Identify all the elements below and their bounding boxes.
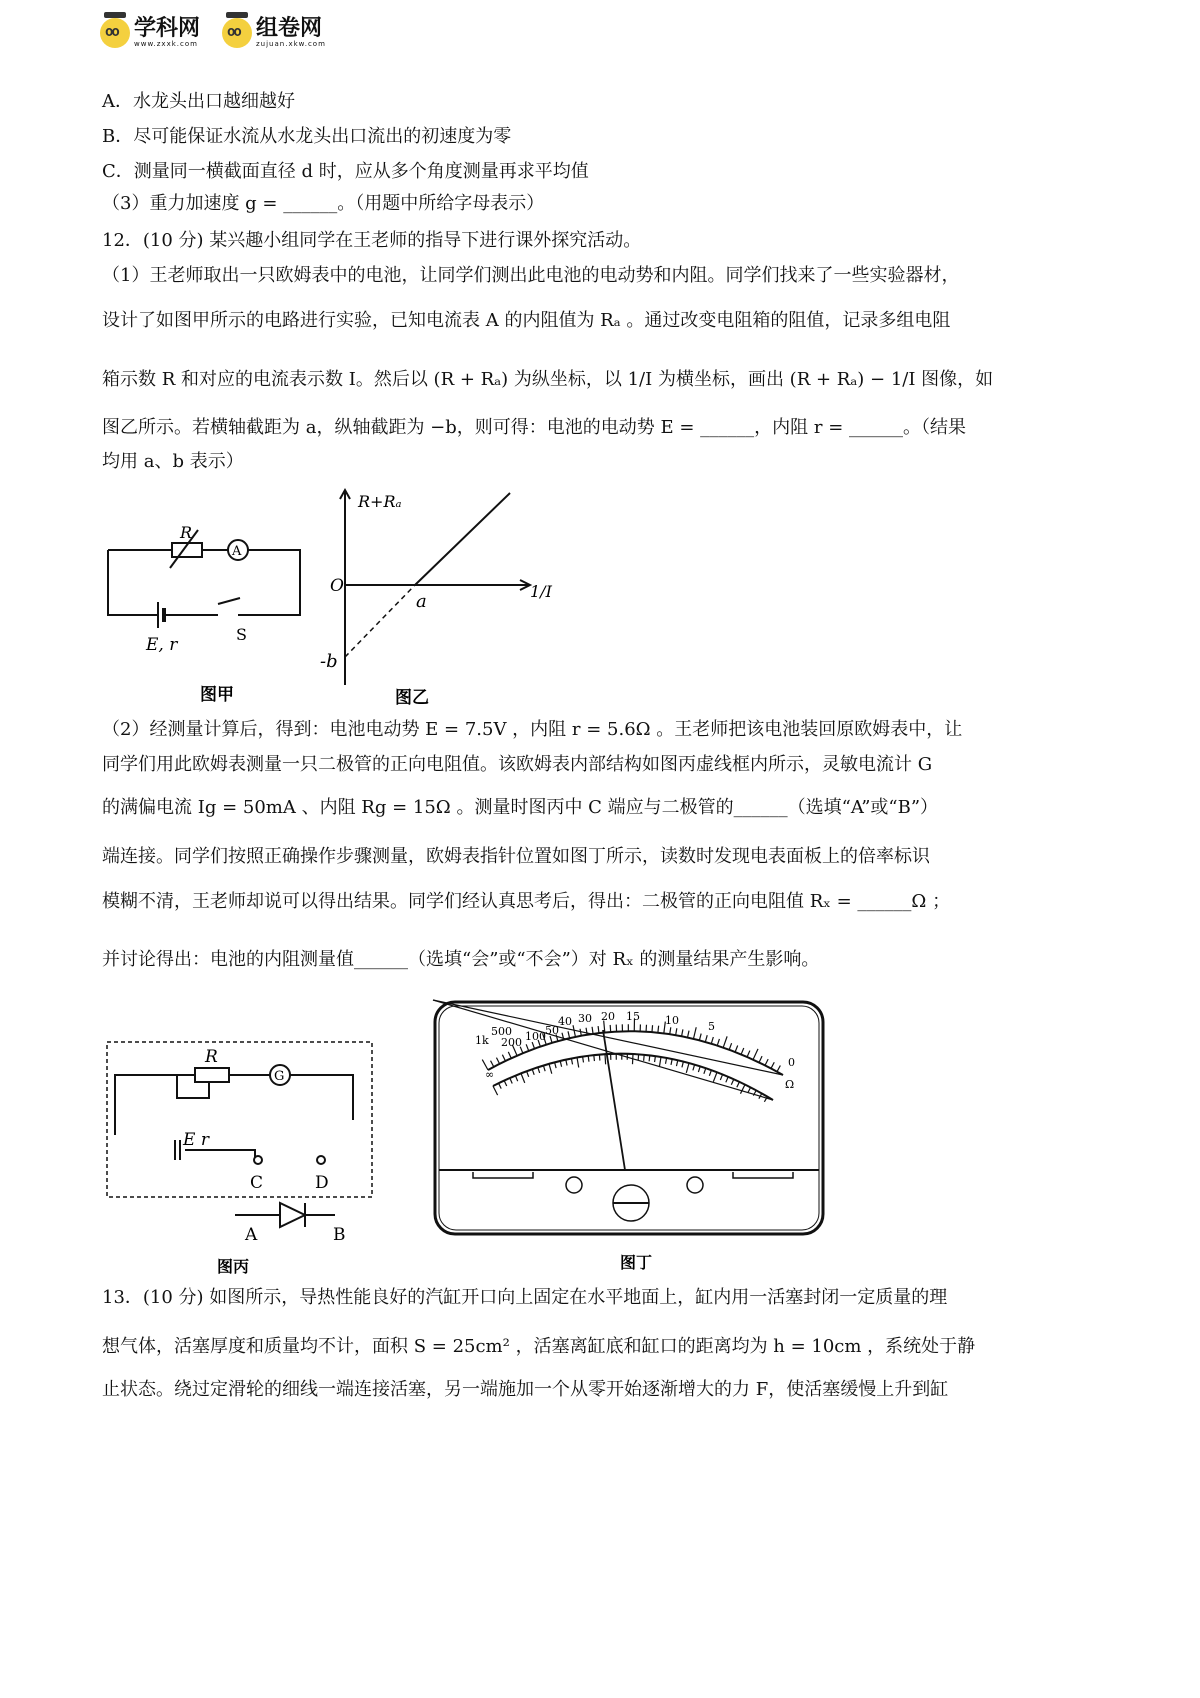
- logo-text: 学科网: [134, 16, 201, 41]
- scale-tick: [592, 1027, 593, 1034]
- meter-needle: [603, 1030, 625, 1170]
- scale-label: 5: [708, 1020, 715, 1033]
- scale-tick: [566, 1060, 567, 1066]
- scale-tick: [594, 1055, 595, 1061]
- text-line: 止状态。绕过定滑轮的细线一端连接活塞，另一端施加一个从零开始逐渐增大的力 F，使活塞缓慢上升到缸: [102, 1379, 949, 1400]
- scale-label: 20: [601, 1010, 615, 1023]
- scale-tick: [550, 1036, 552, 1043]
- scale-tick: [682, 1062, 683, 1068]
- scale-tick: [711, 1037, 713, 1044]
- scale-tick: [526, 1044, 529, 1051]
- scale-tick: [586, 1028, 587, 1035]
- scale-tick: [532, 1069, 534, 1075]
- scale-tick: [502, 1055, 505, 1061]
- scale-tick: [748, 1087, 751, 1092]
- scale-tick: [747, 1051, 750, 1057]
- scale-tick: [649, 1055, 650, 1061]
- mascot-icon: [100, 18, 130, 48]
- scale-tick: [723, 1036, 727, 1047]
- ammeter-label: A: [232, 544, 242, 559]
- text-line: 想气体，活塞厚度和质量均不计，面积 S = 25cm² ，活塞离缸底和缸口的距离均为 h = 10cm ，系统处于静: [102, 1336, 976, 1357]
- text-line: 端连接。同学们按照正确操作步骤测量，欧姆表指针位置如图丁所示，读数时发现电表面板上的倍率标识: [102, 846, 930, 867]
- scale-label: 1k: [475, 1034, 489, 1047]
- scale-tick: [555, 1062, 557, 1068]
- label-r: R: [180, 523, 193, 542]
- scale-tick: [605, 1054, 606, 1064]
- logo-text: 组卷网: [256, 16, 323, 41]
- logo-url: zujuan.xkw.com: [256, 40, 326, 48]
- diode-b: B: [333, 1225, 346, 1245]
- scale-tick: [759, 1056, 762, 1062]
- question-11-3: （3）重力加速度 g = ______。（用题中所给字母表示）: [102, 193, 545, 214]
- mascot-icon: [222, 18, 252, 48]
- scale-tick: [686, 1063, 689, 1073]
- scale-tick: [508, 1052, 511, 1058]
- label-er: E, r: [146, 635, 178, 655]
- scale-tick: [777, 1066, 780, 1072]
- label-s: S: [236, 625, 247, 644]
- scale-tick: [491, 1061, 494, 1067]
- scale-tick: [709, 1070, 711, 1076]
- scale-tick: [713, 1072, 717, 1082]
- scale-tick: [521, 1073, 525, 1082]
- logo-url: www.zxxk.com: [134, 40, 198, 48]
- scale-tick: [527, 1071, 529, 1077]
- question-12-2: （2）经测量计算后，得到：电池电动势 E = 7.5V ，内阻 r = 5.6Ω 。王老师把该电池装回原欧姆表中，让: [102, 719, 963, 740]
- scale-label: 200: [501, 1036, 522, 1049]
- figure-bing: [105, 1040, 375, 1275]
- scale-tick: [671, 1059, 672, 1065]
- scale-tick: [670, 1027, 671, 1034]
- text-line: 箱示数 R 和对应的电流表示数 I。然后以 (R + Rₐ) 为纵坐标，以 1/I 为横坐标，画出 (R + Rₐ) − 1/I 图像，如: [102, 369, 994, 390]
- scale-tick: [598, 1026, 599, 1033]
- scale-tick: [577, 1057, 579, 1067]
- text-line: 同学们用此欧姆表测量一只二极管的正向电阻值。该欧姆表内部结构如图丙虚线框内所示，灵敏电流计 G: [102, 754, 933, 775]
- scale-tick: [682, 1029, 683, 1036]
- scale-tick: [666, 1058, 667, 1064]
- scale-tick: [610, 1025, 611, 1032]
- scale-tick: [499, 1083, 502, 1088]
- scale-tick: [571, 1058, 572, 1064]
- option-a: A．水龙头出口越细越好: [102, 91, 295, 112]
- scale-tick: [717, 1039, 719, 1046]
- y-intercept-label: -b: [320, 651, 338, 672]
- scale-tick: [532, 1042, 534, 1049]
- scale-label: 0: [788, 1056, 795, 1069]
- x-intercept-label: a: [416, 591, 427, 612]
- text-line: 图乙所示。若横轴截距为 a，纵轴截距为 −b，则可得：电池的电动势 E = ______，内阻 r = ______。（结果: [102, 417, 967, 438]
- scale-tick: [693, 1065, 695, 1071]
- scale-tick: [568, 1031, 570, 1038]
- scale-tick: [493, 1086, 498, 1095]
- text-line: 并讨论得出：电池的内阻测量值______（选填“会”或“不会”）对 Rₓ 的测量结果产生影响。: [102, 949, 820, 970]
- option-b: B．尽可能保证水流从水龙头出口流出的初速度为零: [102, 126, 512, 147]
- terminal-c: C: [250, 1173, 264, 1193]
- caption-bing: 图丙: [217, 1257, 250, 1276]
- scale-tick: [549, 1064, 552, 1074]
- scale-tick: [676, 1028, 677, 1035]
- scale-tick: [560, 1061, 561, 1067]
- galvanometer-label: G: [274, 1069, 285, 1084]
- figure-yi: [320, 485, 550, 710]
- caption-yi: 图乙: [395, 688, 429, 708]
- figure-jia: [100, 520, 310, 710]
- scale-tick: [704, 1068, 706, 1074]
- terminal-d: D: [315, 1173, 329, 1193]
- scale-label: 10: [665, 1014, 679, 1027]
- origin-label: O: [330, 576, 344, 596]
- scale-tick: [741, 1048, 744, 1054]
- scale-label: 500: [491, 1025, 512, 1038]
- scale-tick: [644, 1055, 645, 1061]
- scale-tick: [735, 1046, 738, 1053]
- caption-jia: 图甲: [200, 685, 234, 705]
- scale-tick: [698, 1066, 700, 1072]
- text-line: 均用 a、b 表示）: [102, 451, 244, 472]
- scale-tick: [729, 1043, 731, 1050]
- scale-tick: [726, 1077, 728, 1083]
- scale-tick: [753, 1049, 758, 1060]
- scale-tick: [720, 1074, 722, 1080]
- scale-tick: [688, 1031, 689, 1038]
- scale-tick: [538, 1067, 540, 1073]
- scale-label: 15: [626, 1010, 640, 1023]
- scale-tick: [515, 1076, 517, 1082]
- scale-tick: [658, 1026, 659, 1033]
- y-axis-label: R+Rₐ: [358, 492, 402, 511]
- caption-ding: 图丁: [620, 1253, 653, 1272]
- question-13-title: 13．(10 分) 如图所示，导热性能良好的汽缸开口向上固定在水平地面上，缸内用一活塞封闭一定质量的理: [102, 1287, 948, 1308]
- question-12-title: 12．(10 分) 某兴趣小组同学在王老师的指导下进行课外探究活动。: [102, 230, 642, 251]
- scale-label: 30: [578, 1012, 592, 1025]
- x-axis-label: 1/I: [530, 582, 552, 601]
- scale-tick: [588, 1056, 589, 1062]
- scale-tick: [652, 1025, 653, 1032]
- scale-tick: [693, 1027, 696, 1039]
- unit-label: Ω: [785, 1078, 795, 1091]
- scale-tick: [676, 1060, 677, 1066]
- diode-a: A: [245, 1225, 258, 1245]
- scale-label: 40: [558, 1015, 572, 1028]
- scale-tick: [699, 1034, 701, 1041]
- text-line: 模糊不清，王老师却说可以得出结果。同学们经认真思考后，得出：二极管的正向电阻值 Rₓ = ______Ω ；: [102, 891, 951, 912]
- scale-tick: [737, 1082, 740, 1087]
- scale-tick: [705, 1035, 707, 1042]
- option-c: C．测量同一横截面直径 d 时，应从多个角度测量再求平均值: [102, 161, 589, 182]
- scale-tick: [510, 1078, 512, 1083]
- scale-tick: [655, 1056, 656, 1062]
- logo-zxxk: [100, 18, 200, 48]
- scale-label: 100: [525, 1030, 546, 1043]
- label-er: E r: [183, 1130, 209, 1150]
- scale-label: 50: [545, 1024, 559, 1037]
- scale-tick: [771, 1062, 774, 1068]
- text-line: 设计了如图甲所示的电路进行实验，已知电流表 A 的内阻值为 Rₐ 。通过改变电阻箱的阻值，记录多组电阻: [102, 310, 951, 331]
- scale-tick: [504, 1081, 507, 1086]
- figure-ding: [433, 1000, 828, 1275]
- scale-label: ∞: [485, 1068, 495, 1081]
- scale-tick: [543, 1065, 545, 1071]
- scale-tick: [659, 1057, 661, 1067]
- label-r: R: [205, 1047, 218, 1067]
- text-line: 的满偏电流 Ig = 50mA 、内阻 Rg = 15Ω 。测量时图丙中 C 端应与二极管的______（选填“A”或“B”）: [102, 797, 939, 818]
- scale-tick: [496, 1058, 499, 1064]
- text-line: （1）王老师取出一只欧姆表中的电池，让同学们测出此电池的电动势和内阻。同学们找来了一些实验器材，: [102, 265, 960, 286]
- scale-tick: [731, 1079, 733, 1084]
- logo-zujuan: [222, 18, 326, 48]
- scale-tick: [740, 1085, 745, 1094]
- scale-tick: [765, 1059, 768, 1065]
